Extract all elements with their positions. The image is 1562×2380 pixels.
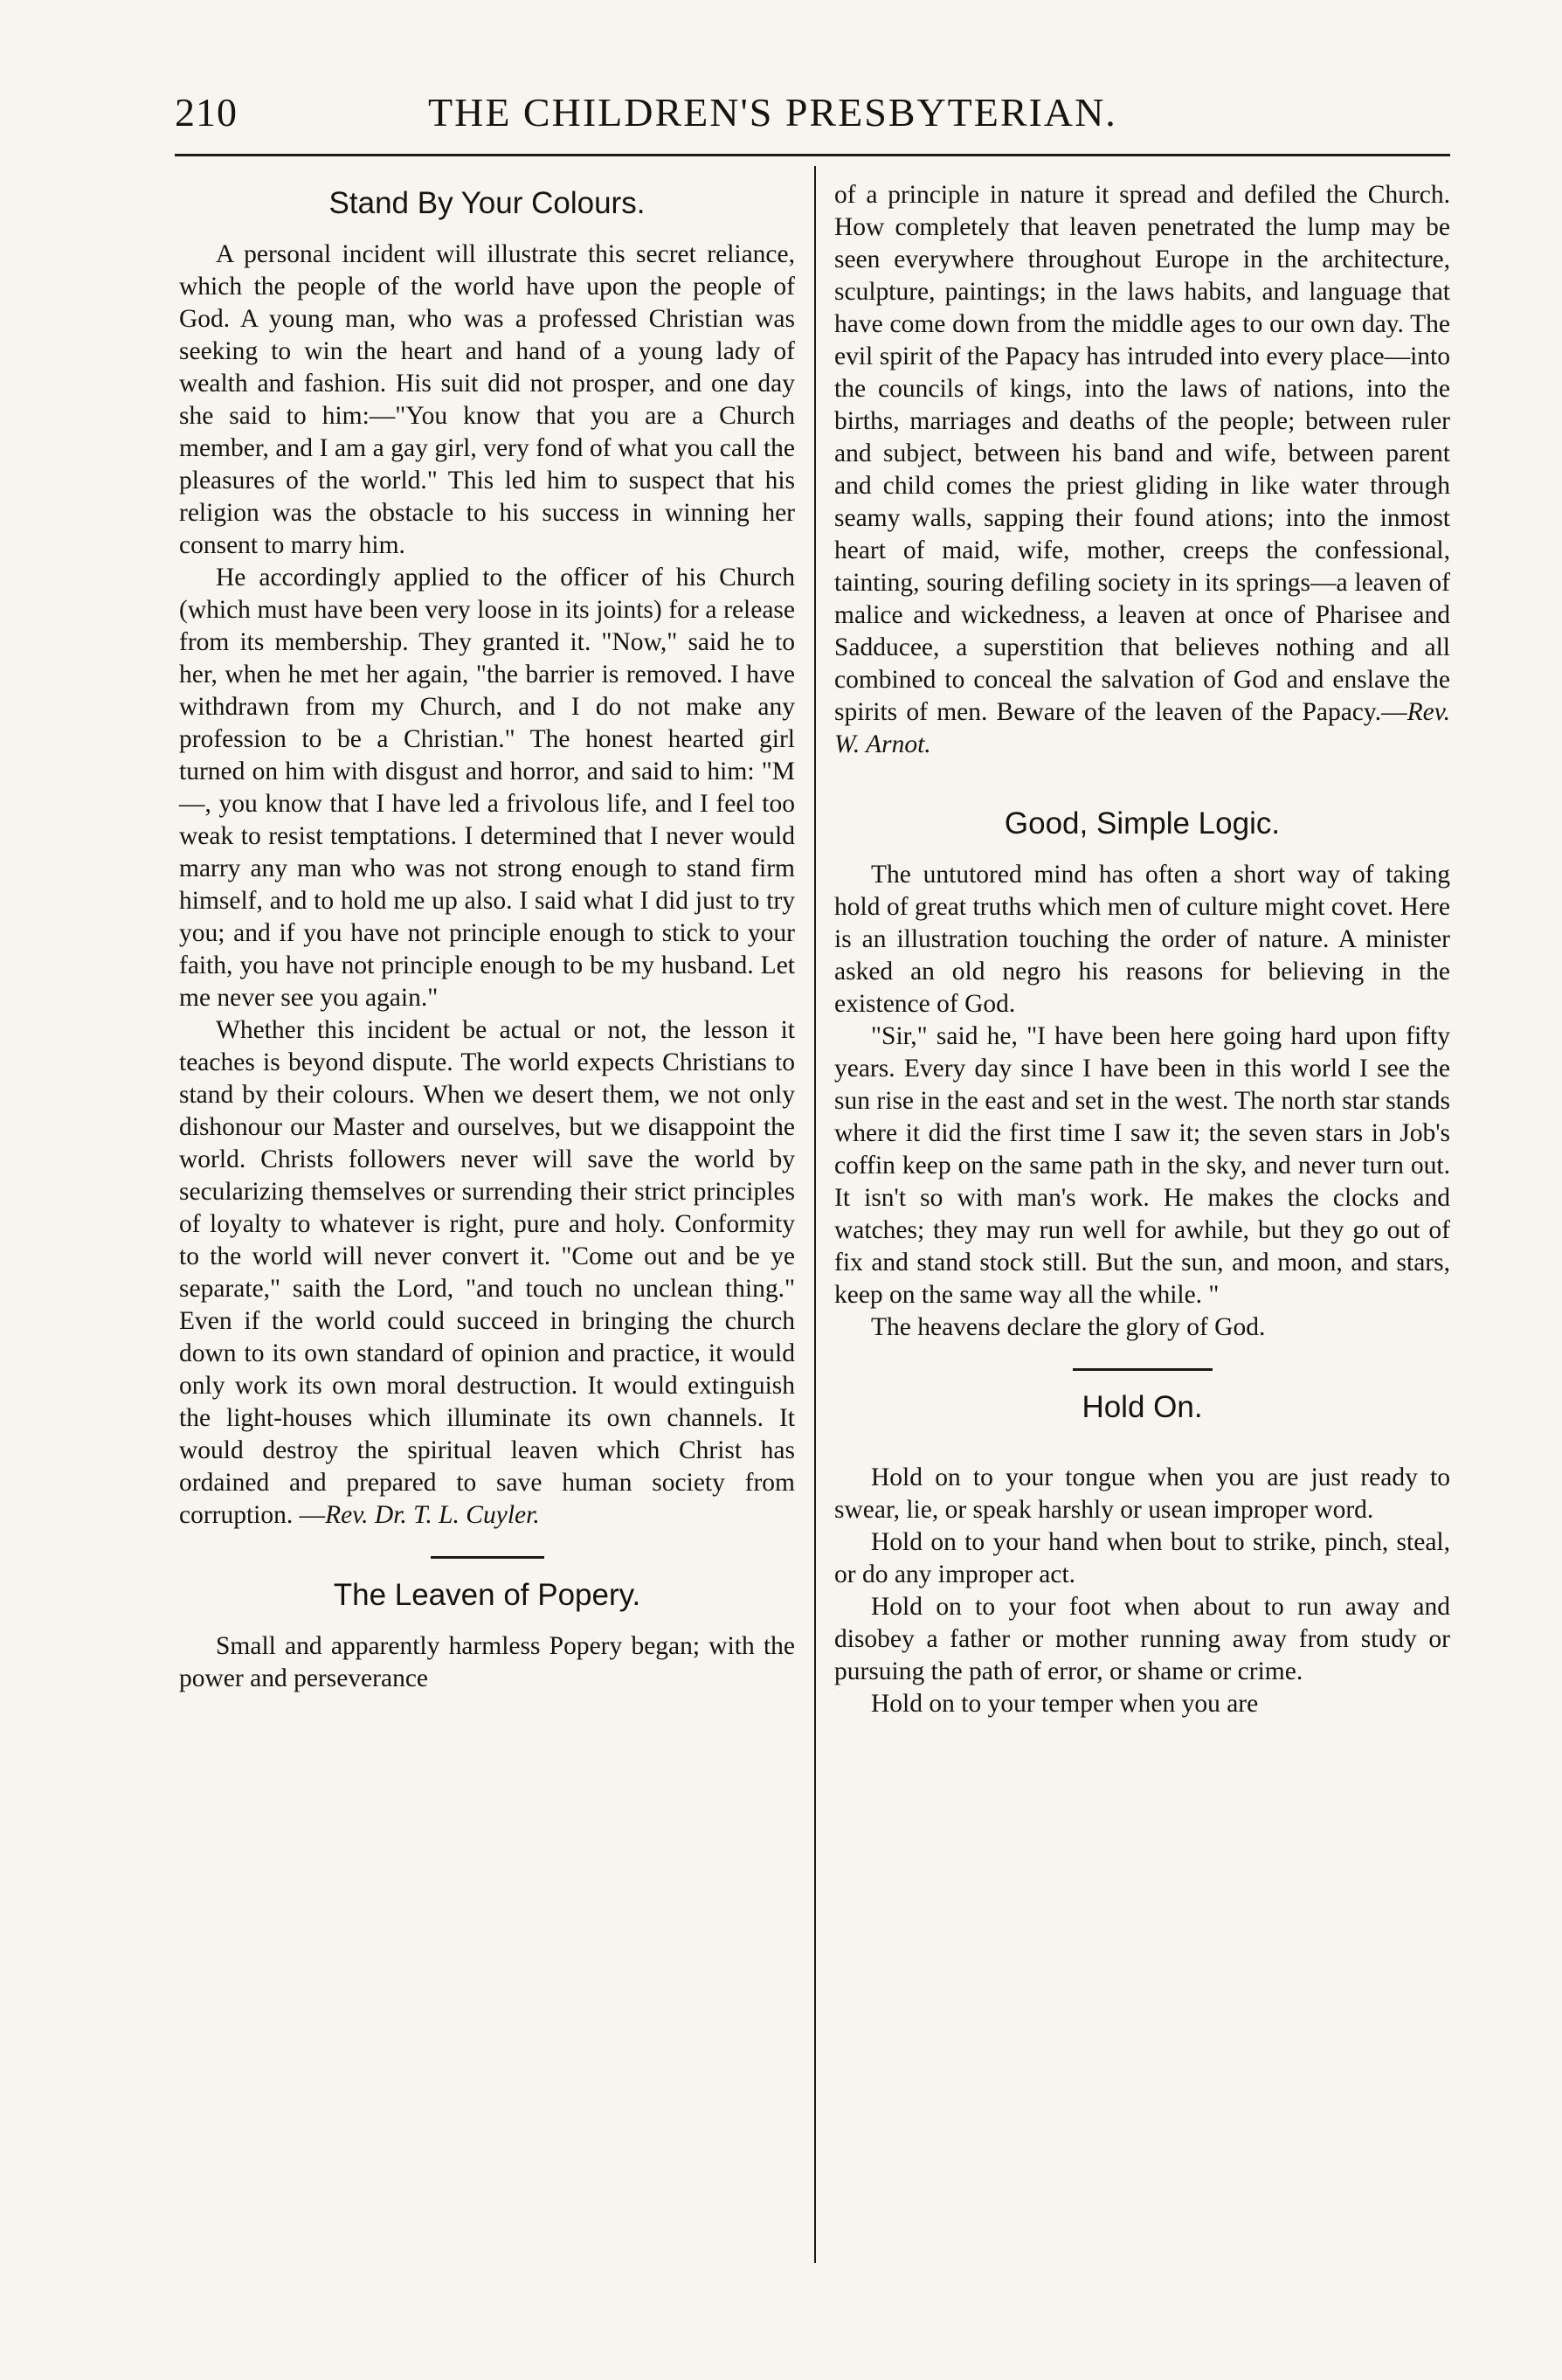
page-header <box>175 89 1459 142</box>
article3-paragraph-3: The heavens declare the glory of God. <box>871 1313 1266 1341</box>
article1-paragraph-3 <box>179 1014 795 1532</box>
page-number: 210 <box>175 90 238 135</box>
article4-paragraph-1: Hold on to your tongue when you are just ready to swear, lie, or speak harshly or usean improper word. <box>834 1463 1450 1524</box>
column-divider <box>814 166 816 2263</box>
header-rule <box>175 154 1450 156</box>
article2-attribution: Rev. W. Arnot. <box>834 698 1450 758</box>
section-divider <box>1073 1368 1213 1371</box>
article2-paragraph-1: Small and apparently harmless Popery began; with the power and perseverance <box>179 1632 795 1692</box>
right-column <box>834 179 1450 1720</box>
article2-continuation-text: of a principle in nature it spread and defiled the Church. How completely that leaven penetrated the lump may be seen everywhere throughout Europe in the architecture, sculpture, paintings; in the laws habits, and language that have come down from the middle ages to our own day. The evil spirit of the Papacy has intruded into every place—into the councils of kings, into the laws of nations, into the births, marriages and deaths of the people; between ruler and subject, between his band and wife, between parent and child comes the priest gliding in like water through seamy walls, sapping their found ations; into the inmost heart of maid, wife, mother, creeps the confessional, tainting, souring defiling society in its springs—a leaven of malice and wickedness, a leaven at once of Pharisee and Sadducee, a superstition that believes nothing and all combined to conceal the salvation of God and enslave the spirits of men. Beware of the leaven of the Papacy.— <box>834 181 1450 726</box>
article3-paragraph-1: The untutored mind has often a short way of taking hold of great truths which men of culture might covet. Here is an illustration touching the order of nature. A minister asked an old negro his reasons for believing in the existence of God. <box>834 861 1450 1018</box>
article-title-stand-by-your-colours: Stand By Your Colours. <box>328 186 646 220</box>
article1-paragraph-3-text: Whether this incident be actual or not, the lesson it teaches is beyond dispute. The world expects Christians to stand by their colours. When we desert them, we not only dishonour our Master and ourselves, but we disappoint the world. Christs followers never will save the world by secularizing themselves or surrending their strict principles of loyalty to whatever is right, pure and holy. Conformity to the world will never convert it. "Come out and be ye separate," saith the Lord, "and touch no unclean thing." Even if the world could succeed in bringing the church down to its own standard of opinion and practice, it would only work its own moral destruction. It would extinguish the light-houses which illuminate its own channels. It would destroy the spiritual leaven which Christ has ordained and prepared to save human society from corruption. — <box>179 1016 795 1529</box>
article-title-good-simple-logic: Good, Simple Logic. <box>1004 806 1281 841</box>
article2-continuation <box>834 179 1450 761</box>
article1-attribution: Rev. Dr. T. L. Cuyler. <box>325 1501 540 1529</box>
left-column <box>179 179 795 1695</box>
article4-paragraph-3: Hold on to your foot when about to run away and disobey a father or mother running away from study or pursuing the path of error, or shame or crime. <box>834 1593 1450 1685</box>
article1-paragraph-2: He accordingly applied to the officer of his Church (which must have been very loose in its joints) for a release from its membership. They granted it. "Now," said he to her, when he met her again, "the barrier is removed. I have withdrawn from my Church, and I do not make any profession to be a Christian." The honest hearted girl turned on him with disgust and horror, and said to him: "M—, you know that I have led a frivolous life, and I feel too weak to resist temptations. I determined that I never would marry any man who was not strong enough to stand firm himself, and to hold me up also. I said what I did just to try you; and if you have not principle enough to stick to your faith, you have not principle enough to be my husband. Let me never see you again." <box>179 564 795 1012</box>
spacer <box>834 1443 1450 1462</box>
spacer <box>834 761 1450 796</box>
article4-paragraph-4: Hold on to your temper when you are <box>871 1690 1259 1718</box>
article4-paragraph-2: Hold on to your hand when bout to strike, pinch, steal, or do any improper act. <box>834 1528 1450 1588</box>
article3-paragraph-2: "Sir," said he, "I have been here going hard upon fifty years. Every day since I have been in this world I see the sun rise in the east and set in the west. The north star stands where it did the first time I saw it; the seven stars in Job's coffin keep on the same path in the sky, and never turn out. It isn't so with man's work. He makes the clocks and watches; they may run well for awhile, but they go out of fix and stand stock still. But the sun, and moon, and stars, keep on the same way all the while. " <box>834 1022 1450 1309</box>
section-divider <box>431 1556 544 1559</box>
article-title-leaven-of-popery: The Leaven of Popery. <box>333 1578 641 1612</box>
article1-paragraph-1: A personal incident will illustrate this secret reliance, which the people of the world have upon the people of God. A young man, who was a professed Christian was seeking to win the heart and hand of a young lady of wealth and fashion. His suit did not prosper, and one day she said to him:—"You know that you are a Church member, and I am a gay girl, very fond of what you call the pleasures of the world." This led him to suspect that his religion was the obstacle to his success in winning her consent to marry him. <box>179 240 795 559</box>
running-title: THE CHILDREN'S PRESBYTERIAN. <box>428 90 1117 135</box>
article-title-hold-on: Hold On. <box>1082 1390 1203 1424</box>
